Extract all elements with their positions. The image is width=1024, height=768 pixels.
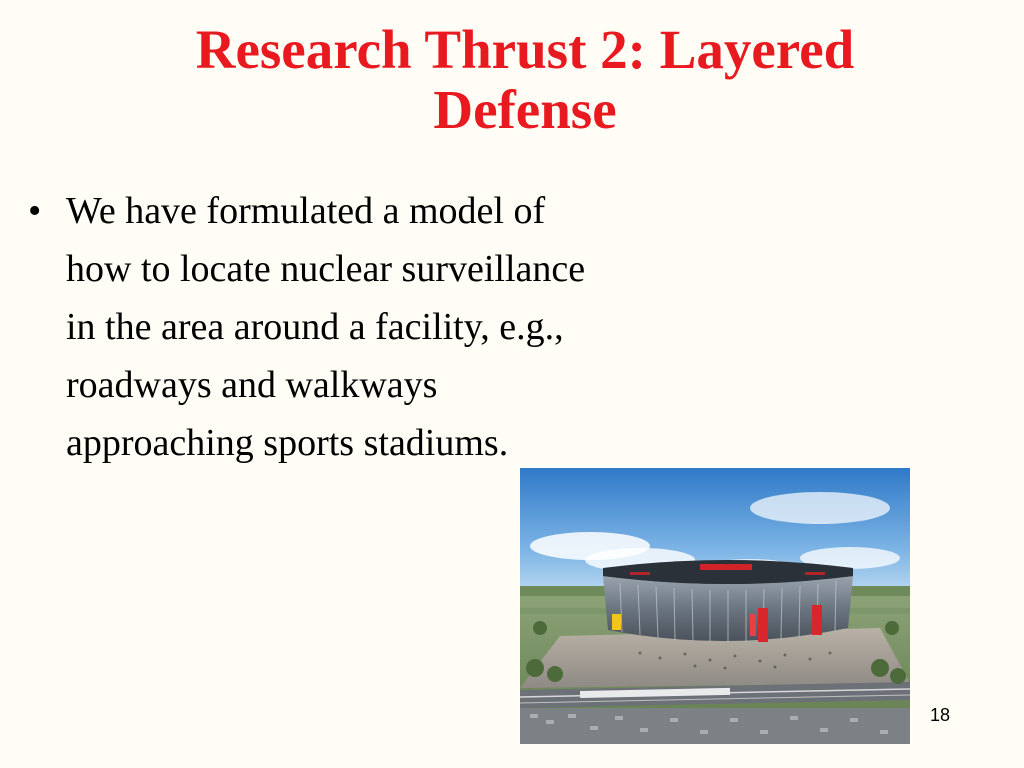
bullet-line: approaching sports stadiums.: [66, 422, 509, 464]
bullet-line: how to locate nuclear surveillance: [66, 248, 586, 290]
title-line-2: Defense: [433, 79, 617, 140]
slide-number: 18: [930, 705, 951, 725]
bullet-marker: •: [28, 190, 42, 232]
bullet-line: in the area around a facility, e.g.,: [66, 306, 564, 348]
slide-title: [100, 20, 950, 140]
stadium-photo: [520, 468, 910, 744]
bullet-line: roadways and walkways: [66, 364, 438, 406]
bullet-item: [28, 182, 728, 472]
bullet-line: We have formulated a model of: [66, 190, 546, 232]
bullet-list: [28, 182, 728, 472]
title-line-1: Research Thrust 2: Layered: [195, 19, 855, 80]
